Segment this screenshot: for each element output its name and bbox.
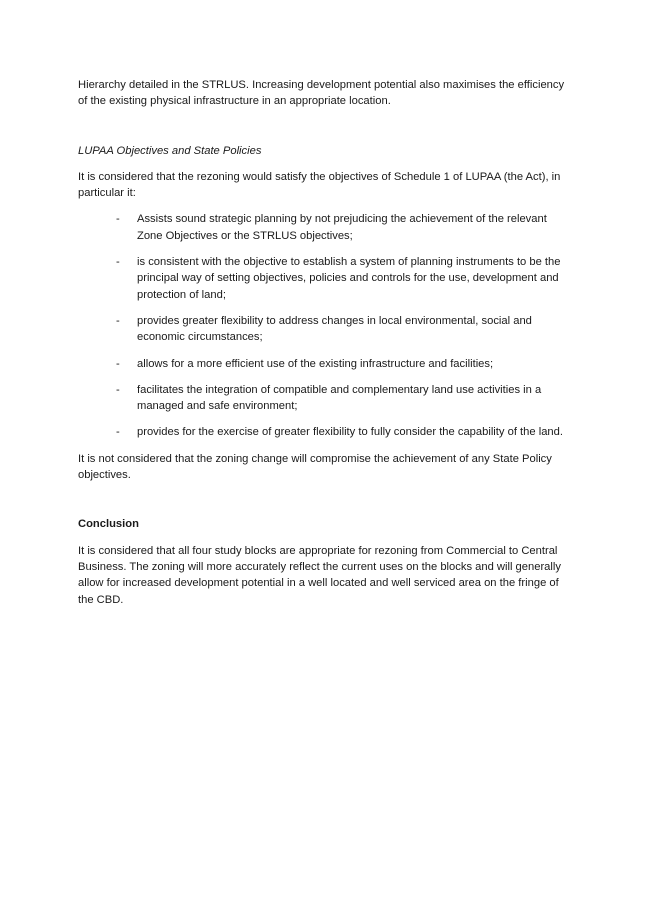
list-item-text: allows for a more efficient use of the existing infrastructure and facilities; xyxy=(137,357,494,370)
list-item-text: provides greater flexibility to address changes in local environmental, social and economic circumstances; xyxy=(137,314,532,344)
list-item-text: is consistent with the objective to establish a system of planning instruments to be the principal way of setting objectives, policies and controls for the use, development and protection of land; xyxy=(137,256,561,301)
objectives-lead-paragraph: It is considered that the rezoning would satisfy the objectives of Schedule 1 of LUPAA (the Act), in particular it: xyxy=(78,170,561,200)
list-item xyxy=(78,313,570,346)
objectives-list xyxy=(78,211,570,440)
conclusion-heading: Conclusion xyxy=(78,518,139,531)
list-item-text: provides for the exercise of greater flexibility to fully consider the capability of the land. xyxy=(137,426,563,439)
objectives-heading: LUPAA Objectives and State Policies xyxy=(78,144,262,157)
intro-paragraph: Hierarchy detailed in the STRLUS. Increasing development potential also maximises the efficiency of the existing physical infrastructure in an appropriate location. xyxy=(78,79,565,108)
list-item-text: Assists sound strategic planning by not prejudicing the achievement of the relevant Zone Objectives or the STRLUS objectives; xyxy=(137,213,547,242)
list-item xyxy=(78,424,570,440)
list-item xyxy=(78,211,570,244)
document-page xyxy=(78,77,570,608)
list-item xyxy=(78,382,570,415)
list-item xyxy=(78,356,570,372)
list-item-text: facilitates the integration of compatible and complementary land use activities in a managed and safe environment; xyxy=(137,383,542,413)
bullet-dash: - xyxy=(116,213,120,226)
conclusion-paragraph: It is considered that all four study blocks are appropriate for rezoning from Commercial to Central Business. The zoning will more accurately reflect the current uses on the blocks and will generally allow for increased development potential in a well located and well serviced area on the fringe of the CBD. xyxy=(78,544,561,606)
state-policy-paragraph: It is not considered that the zoning change will compromise the achievement of any State Policy objectives. xyxy=(78,452,552,482)
bullet-dash: - xyxy=(116,357,120,370)
list-item xyxy=(78,254,570,303)
bullet-dash: - xyxy=(116,426,120,439)
bullet-dash: - xyxy=(116,383,120,396)
bullet-dash: - xyxy=(116,314,120,327)
bullet-dash: - xyxy=(116,256,120,269)
